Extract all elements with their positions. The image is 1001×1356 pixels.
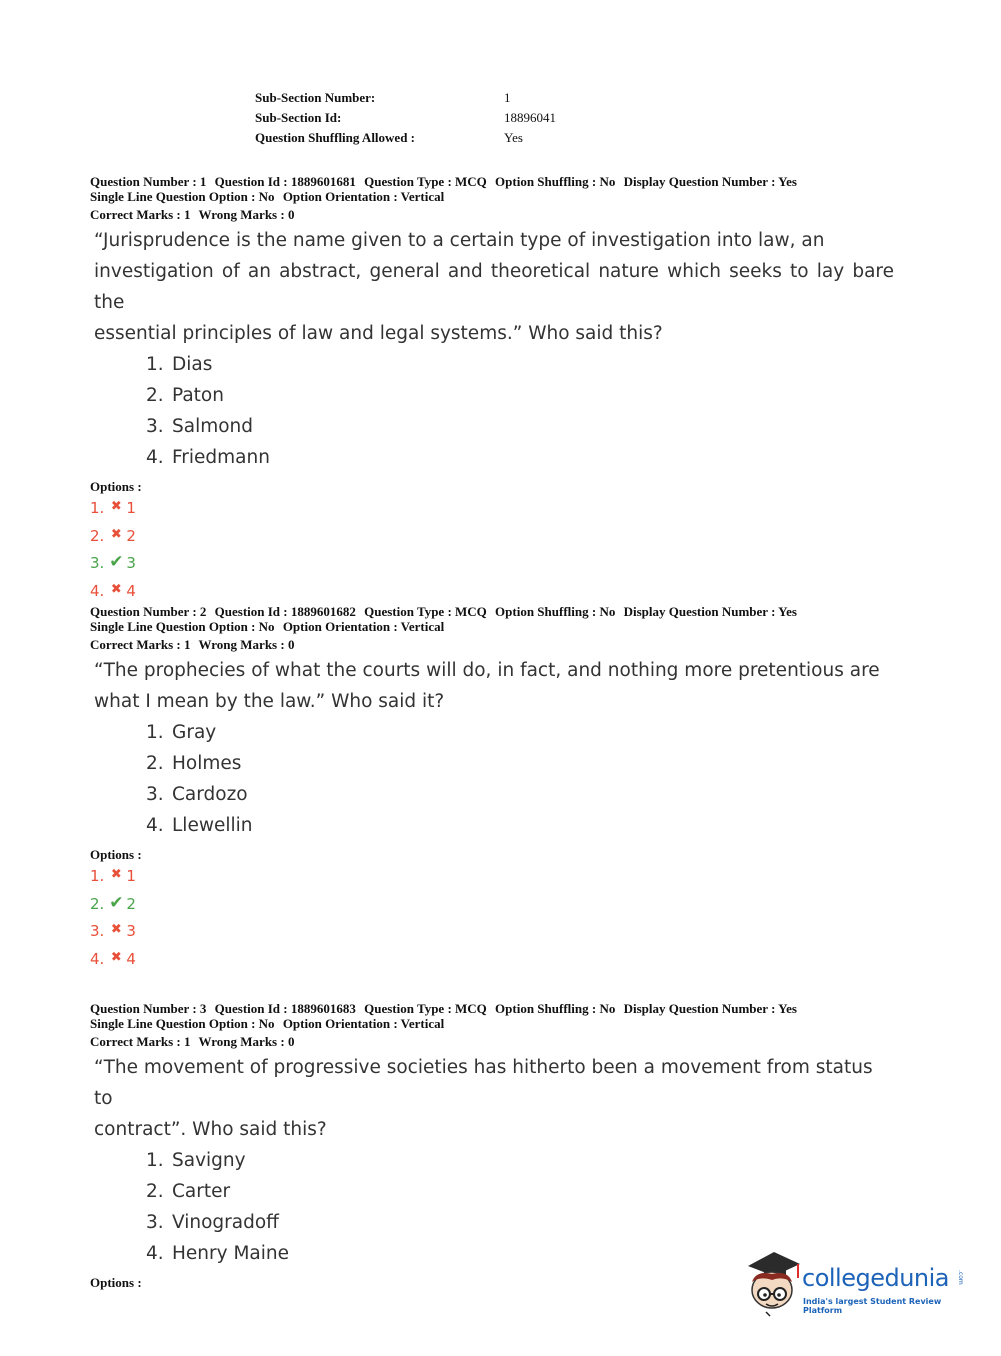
option-value: 4	[126, 581, 136, 600]
question-shuffling-label: Question Shuffling Allowed :	[255, 130, 416, 145]
display-question-number: Display Question Number : Yes	[623, 1001, 797, 1016]
options-label: Options :	[90, 1275, 142, 1290]
question-text-line: essential principles of law and legal systems.” Who said this?	[94, 323, 663, 344]
question-id: Question Id : 1889601683	[214, 1001, 356, 1016]
option-row-wrong	[90, 946, 910, 974]
question-type: Question Type : MCQ	[364, 604, 487, 619]
choice	[146, 1176, 910, 1207]
single-line-option: Single Line Question Option : No	[90, 1016, 275, 1031]
question-header-2	[90, 1016, 910, 1031]
subsection-number-value: 1	[504, 90, 511, 105]
option-number: 3.	[90, 554, 105, 572]
option-orientation: Option Orientation : Vertical	[282, 619, 445, 634]
choice-number: 1.	[146, 354, 164, 375]
question-number: Question Number : 2	[90, 604, 207, 619]
choice	[146, 1145, 910, 1176]
question-text-line: “The movement of progressive societies has hitherto been a movement from status to	[94, 1057, 873, 1109]
option-value: 1	[126, 499, 136, 517]
correct-marks: Correct Marks : 1	[90, 1034, 191, 1049]
logo-wordmark: collegedunia	[802, 1264, 950, 1292]
choice	[146, 442, 910, 473]
choice-number: 2.	[146, 385, 164, 406]
subsection-number-label: Sub-Section Number:	[255, 90, 376, 105]
option-shuffling: Option Shuffling : No	[495, 604, 616, 619]
question-type: Question Type : MCQ	[364, 174, 487, 189]
cross-icon: ✖	[110, 949, 122, 965]
choice-label: Friedmann	[172, 447, 270, 468]
choice-number: 3.	[146, 784, 164, 805]
choice	[146, 717, 910, 748]
cross-icon: ✖	[110, 499, 122, 514]
option-value: 4	[126, 949, 136, 968]
option-value: 1	[126, 867, 136, 885]
subsection-meta	[255, 90, 655, 150]
question-text	[94, 1052, 894, 1145]
question-shuffling-value: Yes	[504, 130, 523, 145]
choice-number: 2.	[146, 753, 164, 774]
question-shuffling-row	[255, 130, 655, 150]
options-label: Options :	[90, 479, 142, 494]
option-number: 3.	[90, 922, 105, 940]
option-value: 3	[126, 922, 136, 940]
check-icon: ✔	[109, 892, 124, 913]
choice-number: 4.	[146, 1243, 164, 1264]
wrong-marks: Wrong Marks : 0	[198, 207, 295, 222]
option-value: 3	[126, 554, 136, 572]
question-text-line: “Jurisprudence is the name given to a certain type of investigation into law, an	[94, 230, 825, 251]
option-value: 2	[126, 894, 136, 913]
cross-icon: ✖	[110, 867, 122, 882]
choice	[146, 380, 910, 411]
display-question-number: Display Question Number : Yes	[623, 604, 797, 619]
choice	[146, 810, 910, 841]
choice-label: Cardozo	[172, 784, 248, 805]
single-line-option: Single Line Question Option : No	[90, 189, 275, 204]
correct-marks: Correct Marks : 1	[90, 207, 191, 222]
question-id: Question Id : 1889601682	[214, 604, 356, 619]
question-1	[90, 174, 910, 605]
option-row-wrong	[90, 495, 910, 523]
option-number: 2.	[90, 526, 105, 545]
choice-number: 1.	[146, 722, 164, 743]
question-number: Question Number : 1	[90, 174, 207, 189]
option-row-correct	[90, 891, 910, 919]
mascot-icon	[742, 1248, 802, 1318]
option-number: 2.	[90, 894, 105, 913]
choice-label: Savigny	[172, 1150, 246, 1171]
choice-number: 2.	[146, 1181, 164, 1202]
choice-label: Holmes	[172, 753, 242, 774]
option-row-wrong	[90, 523, 910, 551]
question-header	[90, 1001, 910, 1016]
subsection-number-row	[255, 90, 655, 110]
option-row-correct	[90, 550, 910, 578]
question-text	[94, 225, 894, 349]
display-question-number: Display Question Number : Yes	[623, 174, 797, 189]
question-text-line: “The prophecies of what the courts will do, in fact, and nothing more pretentious are	[94, 660, 880, 681]
option-orientation: Option Orientation : Vertical	[282, 189, 445, 204]
choice-label: Henry Maine	[172, 1243, 289, 1264]
option-number: 4.	[90, 581, 105, 600]
choice-number: 3.	[146, 1212, 164, 1233]
logo-domain: .com	[957, 1270, 964, 1285]
option-row-wrong	[90, 578, 910, 606]
question-marks	[90, 1034, 910, 1050]
choice-number: 1.	[146, 1150, 164, 1171]
question-header-2	[90, 619, 910, 634]
options-list	[90, 495, 910, 605]
choice-list	[146, 717, 910, 841]
question-type: Question Type : MCQ	[364, 1001, 487, 1016]
question-header-2	[90, 189, 910, 204]
choice-list	[146, 349, 910, 473]
subsection-id-row	[255, 110, 655, 130]
choice-label: Paton	[172, 385, 224, 406]
question-header	[90, 174, 910, 189]
option-value: 2	[126, 526, 136, 545]
choice-label: Carter	[172, 1181, 231, 1202]
options-list	[90, 863, 910, 973]
cross-icon: ✖	[110, 526, 122, 542]
choice	[146, 349, 910, 380]
question-header	[90, 604, 910, 619]
check-icon: ✔	[109, 552, 124, 572]
question-text	[94, 655, 894, 717]
single-line-option: Single Line Question Option : No	[90, 619, 275, 634]
choice-label: Gray	[172, 722, 217, 743]
choice	[146, 411, 910, 442]
question-text-line: what I mean by the law.” Who said it?	[94, 691, 445, 712]
choice	[146, 779, 910, 810]
question-text-line: investigation of an abstract, general and theoretical nature which seeks to lay bare the	[94, 261, 894, 313]
option-number: 1.	[90, 499, 105, 517]
question-number: Question Number : 3	[90, 1001, 207, 1016]
option-row-wrong	[90, 918, 910, 946]
option-number: 4.	[90, 949, 105, 968]
question-marks	[90, 207, 910, 223]
choice-label: Salmond	[172, 416, 254, 437]
options-label: Options :	[90, 847, 142, 862]
choice-number: 3.	[146, 416, 164, 437]
option-row-wrong	[90, 863, 910, 891]
option-shuffling: Option Shuffling : No	[495, 1001, 616, 1016]
logo-tagline: India's largest Student Review Platform	[803, 1297, 942, 1315]
cross-icon: ✖	[110, 581, 122, 597]
option-number: 1.	[90, 867, 105, 885]
choice-label: Vinogradoff	[172, 1212, 279, 1233]
choice-label: Llewellin	[172, 815, 253, 836]
subsection-id-value: 18896041	[504, 110, 556, 125]
collegedunia-logo	[742, 1248, 972, 1318]
correct-marks: Correct Marks : 1	[90, 637, 191, 652]
question-text-line: contract”. Who said this?	[94, 1119, 327, 1140]
choice-label: Dias	[172, 354, 213, 375]
subsection-id-label: Sub-Section Id:	[255, 110, 342, 125]
choice	[146, 1207, 910, 1238]
choice-number: 4.	[146, 447, 164, 468]
option-orientation: Option Orientation : Vertical	[282, 1016, 445, 1031]
choice-number: 4.	[146, 815, 164, 836]
question-id: Question Id : 1889601681	[214, 174, 356, 189]
cross-icon: ✖	[110, 922, 122, 937]
question-2	[90, 604, 910, 973]
option-shuffling: Option Shuffling : No	[495, 174, 616, 189]
wrong-marks: Wrong Marks : 0	[198, 1034, 295, 1049]
question-marks	[90, 637, 910, 653]
wrong-marks: Wrong Marks : 0	[198, 637, 295, 652]
choice	[146, 748, 910, 779]
